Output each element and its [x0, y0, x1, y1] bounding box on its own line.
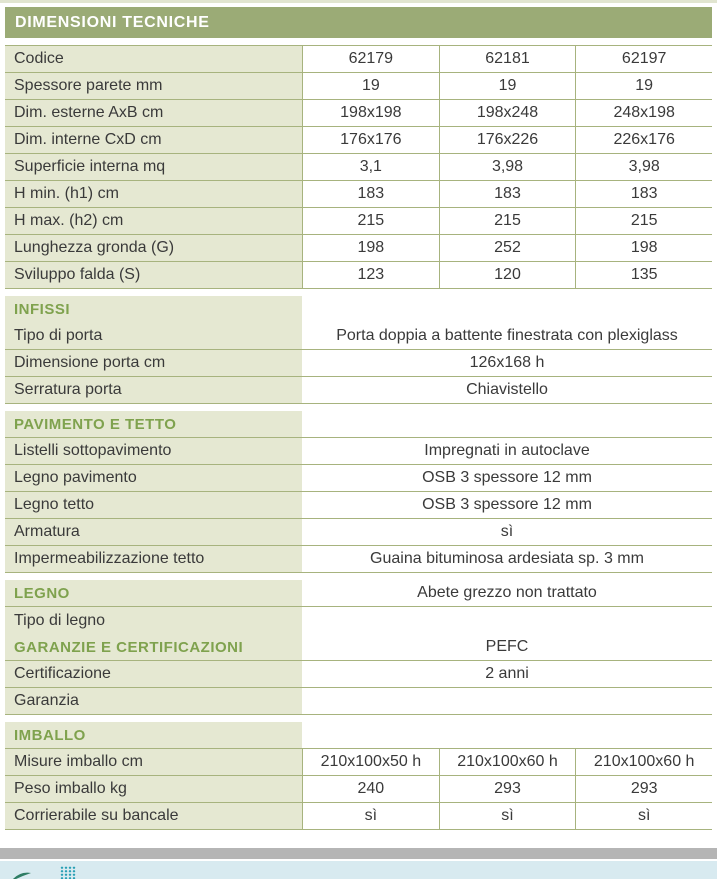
- table-title-bar: [5, 7, 712, 38]
- table-row-tipo-di-porta: [5, 323, 712, 350]
- cell-value: OSB 3 spessore 12 mm: [422, 496, 592, 513]
- section-gap: [5, 715, 712, 722]
- cell-empty: [302, 296, 712, 323]
- cell-value: sì: [500, 523, 514, 540]
- section-heading-infissi: [5, 296, 712, 323]
- cell-value: 19: [439, 73, 576, 99]
- cell-value: sì: [439, 803, 576, 829]
- section-heading-label: GARANZIE E CERTIFICAZIONI: [5, 634, 302, 660]
- table-row-sviluppo-falda: [5, 262, 712, 289]
- cell-value: 210x100x50 h: [302, 749, 439, 775]
- cell-value: 198x248: [439, 100, 576, 126]
- row-label: Impermeabilizzazione tetto: [5, 546, 302, 572]
- cell-value: 226x176: [575, 127, 712, 153]
- cell-value: 120: [439, 262, 576, 288]
- cell-value: 126x168 h: [469, 354, 545, 371]
- table-row-legno-pavimento: [5, 465, 712, 492]
- cell-value: sì: [575, 803, 712, 829]
- section-gap: [5, 573, 712, 580]
- row-label: Garanzia: [5, 688, 302, 714]
- row-label: Superficie interna mq: [5, 154, 302, 180]
- row-label: Lunghezza gronda (G): [5, 235, 302, 261]
- row-label: Peso imballo kg: [5, 776, 302, 802]
- row-label: Tipo di porta: [5, 323, 302, 349]
- cell-value: 62181: [439, 46, 576, 72]
- row-label: Tipo di legno: [5, 607, 302, 634]
- cell-value: 3,98: [439, 154, 576, 180]
- table-row-dimensione-porta: [5, 350, 712, 377]
- section-heading-label: IMBALLO: [5, 722, 302, 748]
- row-label: H max. (h2) cm: [5, 208, 302, 234]
- cell-value: 3,1: [302, 154, 439, 180]
- cell-value: 198: [575, 235, 712, 261]
- cell-value: 176x226: [439, 127, 576, 153]
- table-title: DIMENSIONI TECNICHE: [15, 13, 210, 31]
- row-label: Listelli sottopavimento: [5, 438, 302, 464]
- cell-value: 210x100x60 h: [439, 749, 576, 775]
- cell-value: 183: [302, 181, 439, 207]
- cell-value: Porta doppia a battente finestrata con plexiglass: [336, 327, 678, 344]
- cell-value: 176x176: [302, 127, 439, 153]
- row-label: Armatura: [5, 519, 302, 545]
- row-label: Corrierabile su bancale: [5, 803, 302, 829]
- cell-value: [302, 688, 712, 714]
- spec-table: [5, 45, 712, 830]
- table-row-h-min: [5, 181, 712, 208]
- section-gap: [5, 289, 712, 296]
- cell-value: 198: [302, 235, 439, 261]
- row-label: Misure imballo cm: [5, 749, 302, 775]
- row-label: Sviluppo falda (S): [5, 262, 302, 288]
- dots-icon: [60, 866, 76, 879]
- cell-value: 19: [575, 73, 712, 99]
- row-label: Legno tetto: [5, 492, 302, 518]
- table-row-garanzia: [5, 688, 712, 715]
- table-row-listelli-sottopavimento: [5, 438, 712, 465]
- cell-value: 2 anni: [485, 665, 529, 682]
- table-row-dim-interne: [5, 127, 712, 154]
- table-row-dim-esterne: [5, 100, 712, 127]
- section-heading-garanzie-e-certificazioni: [5, 634, 712, 661]
- cell-value: Guaina bituminosa ardesiata sp. 3 mm: [370, 550, 644, 567]
- section-heading-imballo: [5, 722, 712, 749]
- table-row-peso-imballo: [5, 776, 712, 803]
- row-label: Dimensione porta cm: [5, 350, 302, 376]
- row-label: H min. (h1) cm: [5, 181, 302, 207]
- cell-value: OSB 3 spessore 12 mm: [422, 469, 592, 486]
- cell-value: Chiavistello: [466, 381, 548, 398]
- table-row-spessore-parete: [5, 73, 712, 100]
- cell-value: Abete grezzo non trattato: [417, 584, 597, 601]
- cell-value: sì: [302, 803, 439, 829]
- cell-value: PEFC: [485, 638, 529, 655]
- table-row-certificazione: [5, 661, 712, 688]
- cell-value: 215: [302, 208, 439, 234]
- row-label: Dim. esterne AxB cm: [5, 100, 302, 126]
- cell-value: 210x100x60 h: [575, 749, 712, 775]
- section-heading-label: LEGNO: [5, 580, 302, 606]
- row-label: Spessore parete mm: [5, 73, 302, 99]
- cell-value: 240: [302, 776, 439, 802]
- cell-value: 183: [439, 181, 576, 207]
- table-row-h-max: [5, 208, 712, 235]
- cell-value: 248x198: [575, 100, 712, 126]
- cell-value: 215: [439, 208, 576, 234]
- cell-value: 215: [575, 208, 712, 234]
- footer-banner: [0, 861, 717, 879]
- cell-value: 123: [302, 262, 439, 288]
- row-label: Legno pavimento: [5, 465, 302, 491]
- cell-value: 293: [575, 776, 712, 802]
- leaf-icon: [12, 868, 32, 879]
- table-row-superficie-interna: [5, 154, 712, 181]
- table-row-misure-imballo: [5, 749, 712, 776]
- table-row-impermeabilizzazione-tetto: [5, 546, 712, 573]
- section-gap: [5, 404, 712, 411]
- divider-bar: [0, 848, 717, 859]
- row-label: Dim. interne CxD cm: [5, 127, 302, 153]
- row-label: Codice: [5, 46, 302, 72]
- cell-value: [302, 607, 712, 634]
- table-row-armatura: [5, 519, 712, 546]
- cell-value: 3,98: [575, 154, 712, 180]
- cell-value: 198x198: [302, 100, 439, 126]
- table-row-codice: [5, 45, 712, 73]
- table-row-corrierabile: [5, 803, 712, 830]
- table-row-lunghezza-gronda: [5, 235, 712, 262]
- cell-value: 62179: [302, 46, 439, 72]
- cell-value: Impregnati in autoclave: [424, 442, 590, 459]
- cell-value: 183: [575, 181, 712, 207]
- cell-value: 135: [575, 262, 712, 288]
- cell-value: 252: [439, 235, 576, 261]
- cell-empty: [302, 722, 712, 748]
- section-heading-legno: [5, 580, 712, 607]
- top-strip: [0, 0, 717, 3]
- table-row-serratura-porta: [5, 377, 712, 404]
- section-heading-pavimento-e-tetto: [5, 411, 712, 438]
- section-heading-label: INFISSI: [5, 296, 302, 323]
- section-heading-label: PAVIMENTO E TETTO: [5, 411, 302, 437]
- cell-value: 293: [439, 776, 576, 802]
- table-row-tipo-di-legno: [5, 607, 712, 634]
- row-label: Serratura porta: [5, 377, 302, 403]
- row-label: Certificazione: [5, 661, 302, 687]
- cell-value: 62197: [575, 46, 712, 72]
- cell-value: 19: [302, 73, 439, 99]
- cell-empty: [302, 411, 712, 437]
- table-row-legno-tetto: [5, 492, 712, 519]
